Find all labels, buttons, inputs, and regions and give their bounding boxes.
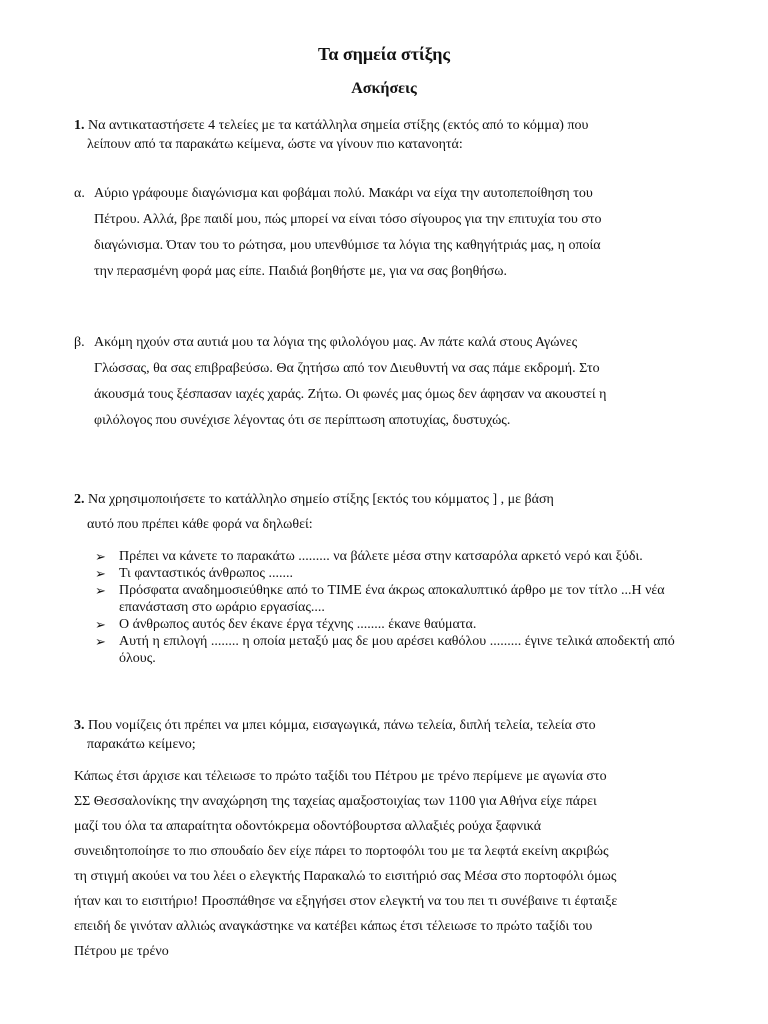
- question-3-line-1: Που νομίζεις ότι πρέπει να μπει κόμμα, εισαγωγικά, πάνω τελεία, διπλή τελεία, τελεία στο: [88, 718, 596, 733]
- question-1-number: 1.: [74, 118, 85, 133]
- paragraph-b-line-2: Γλώσσας, θα σας επιβραβεύσω. Θα ζητήσω από τον Διευθυντή να σας πάμε εκδρομή. Στο: [94, 361, 600, 376]
- question-1-line-2: λείπουν από τα παρακάτω κείμενα, ώστε να γίνουν πιο κατανοητά:: [87, 137, 463, 152]
- question-3: [74, 716, 694, 754]
- question-3-text-line: Πέτρου με τρένο: [74, 944, 169, 959]
- question-3-number: 3.: [74, 718, 85, 733]
- paragraph-b-line-3: άκουσμά τους ξέσπασαν ιαχές χαράς. Ζήτω. Οι φωνές μας όμως δεν άφησαν να ακουστεί η: [94, 387, 607, 402]
- question-3-text-line: ΣΣ Θεσσαλονίκης την αναχώρηση της ταχείας αμαξοστοιχίας των 1100 για Αθήνα είχε πάρει: [74, 794, 597, 809]
- question-2-number: 2.: [74, 492, 85, 507]
- paragraph-b-line-1: Ακόμη ηχούν στα αυτιά μου τα λόγια της φιλολόγου μας. Αν πάτε καλά στους Αγώνες: [94, 335, 578, 350]
- question-3-text-line: ήταν και το εισιτήριο! Προσπάθησε να εξηγήσει στον ελεγκτή να του πει τι συνέβαινε τι έφταιξε: [74, 894, 618, 909]
- question-3-text-line: συνειδητοποίησε το πιο σπουδαίο δεν είχε πάρει το πορτοφόλι του με τα λεφτά εκείνη ακριβώς: [74, 844, 609, 859]
- page-title: Τα σημεία στίξης: [317, 44, 451, 64]
- arrow-bullet-icon: ➢: [95, 566, 106, 581]
- question-1: [74, 116, 694, 154]
- page-subtitle: Ασκήσεις: [351, 80, 417, 97]
- list-item: ➢ Αυτή η επιλογή ........ η οποία μεταξύ μας δε μου αρέσει καθόλου ......... έγινε τελικά αποδεκτή από όλους.: [95, 634, 675, 666]
- question-3-text-line: επειδή δε γινόταν αλλιώς αναγκάστηκε να κατέβει κάπως έτσι τέλειωσε το πρώτο ταξίδι του: [74, 919, 593, 934]
- question-3-line-2: παρακάτω κείμενο;: [87, 737, 196, 752]
- question-3-text-line: Κάπως έτσι άρχισε και τέλειωσε το πρώτο ταξίδι του Πέτρου με τρένο περίμενε με αγωνία στο: [74, 769, 607, 784]
- list-item: ➢ Τι φανταστικός άνθρωπος .......: [95, 566, 293, 581]
- list-item: ➢ Ο άνθρωπος αυτός δεν έκανε έργα τέχνης ........ έκανε θαύματα.: [95, 617, 477, 632]
- list-item: ➢ Πρόσφατα αναδημοσιεύθηκε από το TIME ένα άκρως αποκαλυπτικό άρθρο με τον τίτλο ...Η νέα επανάσταση στο ωράριο εργασίας....: [95, 583, 665, 615]
- question-3-text: [74, 764, 679, 964]
- paragraph-a: [74, 181, 694, 285]
- paragraph-a-label: α.: [74, 186, 85, 201]
- paragraph-a-line-3: διαγώνισμα. Όταν του το ρώτησα, μου υπενθύμισε τα λόγια της καθηγήτριάς μας, η οποία: [94, 238, 601, 253]
- question-3-text-line: τη στιγμή ακούει να του λέει ο ελεγκτής Παρακαλώ το εισιτήριό σας Μέσα στο πορτοφόλι όμως: [74, 869, 617, 884]
- question-1-line-1: Να αντικαταστήσετε 4 τελείες με τα κατάλληλα σημεία στίξης (εκτός από το κόμμα) που: [88, 118, 589, 133]
- paragraph-a-line-4: την περασμένη φορά μας είπε. Παιδιά βοηθήστε με, για να σας βοηθήσω.: [94, 264, 507, 279]
- question-2-line-1: Να χρησιμοποιήσετε το κατάλληλο σημείο στίξης [εκτός του κόμματος ] , με βάση: [88, 492, 554, 507]
- paragraph-b: [74, 330, 694, 434]
- paragraph-b-label: β.: [74, 335, 85, 350]
- paragraph-b-line-4: φιλόλογος που συνέχισε λέγοντας ότι σε περίπτωση αποτυχίας, δυστυχώς.: [94, 413, 511, 428]
- question-2-bullet-list: [95, 548, 675, 667]
- question-2-line-2: αυτό που πρέπει κάθε φορά να δηλωθεί:: [87, 517, 313, 532]
- question-2: [74, 487, 694, 537]
- arrow-bullet-icon: ➢: [95, 583, 106, 598]
- paragraph-a-line-1: Αύριο γράφουμε διαγώνισμα και φοβάμαι πολύ. Μακάρι να είχα την αυτοπεποίθηση του: [94, 186, 593, 201]
- arrow-bullet-icon: ➢: [95, 634, 106, 649]
- list-item: ➢ Πρέπει να κάνετε το παρακάτω ......... να βάλετε μέσα στην κατσαρόλα αρκετό νερό και ξύδι.: [95, 549, 643, 564]
- paragraph-a-line-2: Πέτρου. Αλλά, βρε παιδί μου, πώς μπορεί να είναι τόσο σίγουρος για την επιτυχία του στο: [94, 212, 602, 227]
- arrow-bullet-icon: ➢: [95, 617, 106, 632]
- question-3-text-line: μαζί του όλα τα απαραίτητα οδοντόκρεμα οδοντόβουρτσα αλλαξιές ρούχα ξαφνικά: [74, 819, 542, 834]
- arrow-bullet-icon: ➢: [95, 549, 106, 564]
